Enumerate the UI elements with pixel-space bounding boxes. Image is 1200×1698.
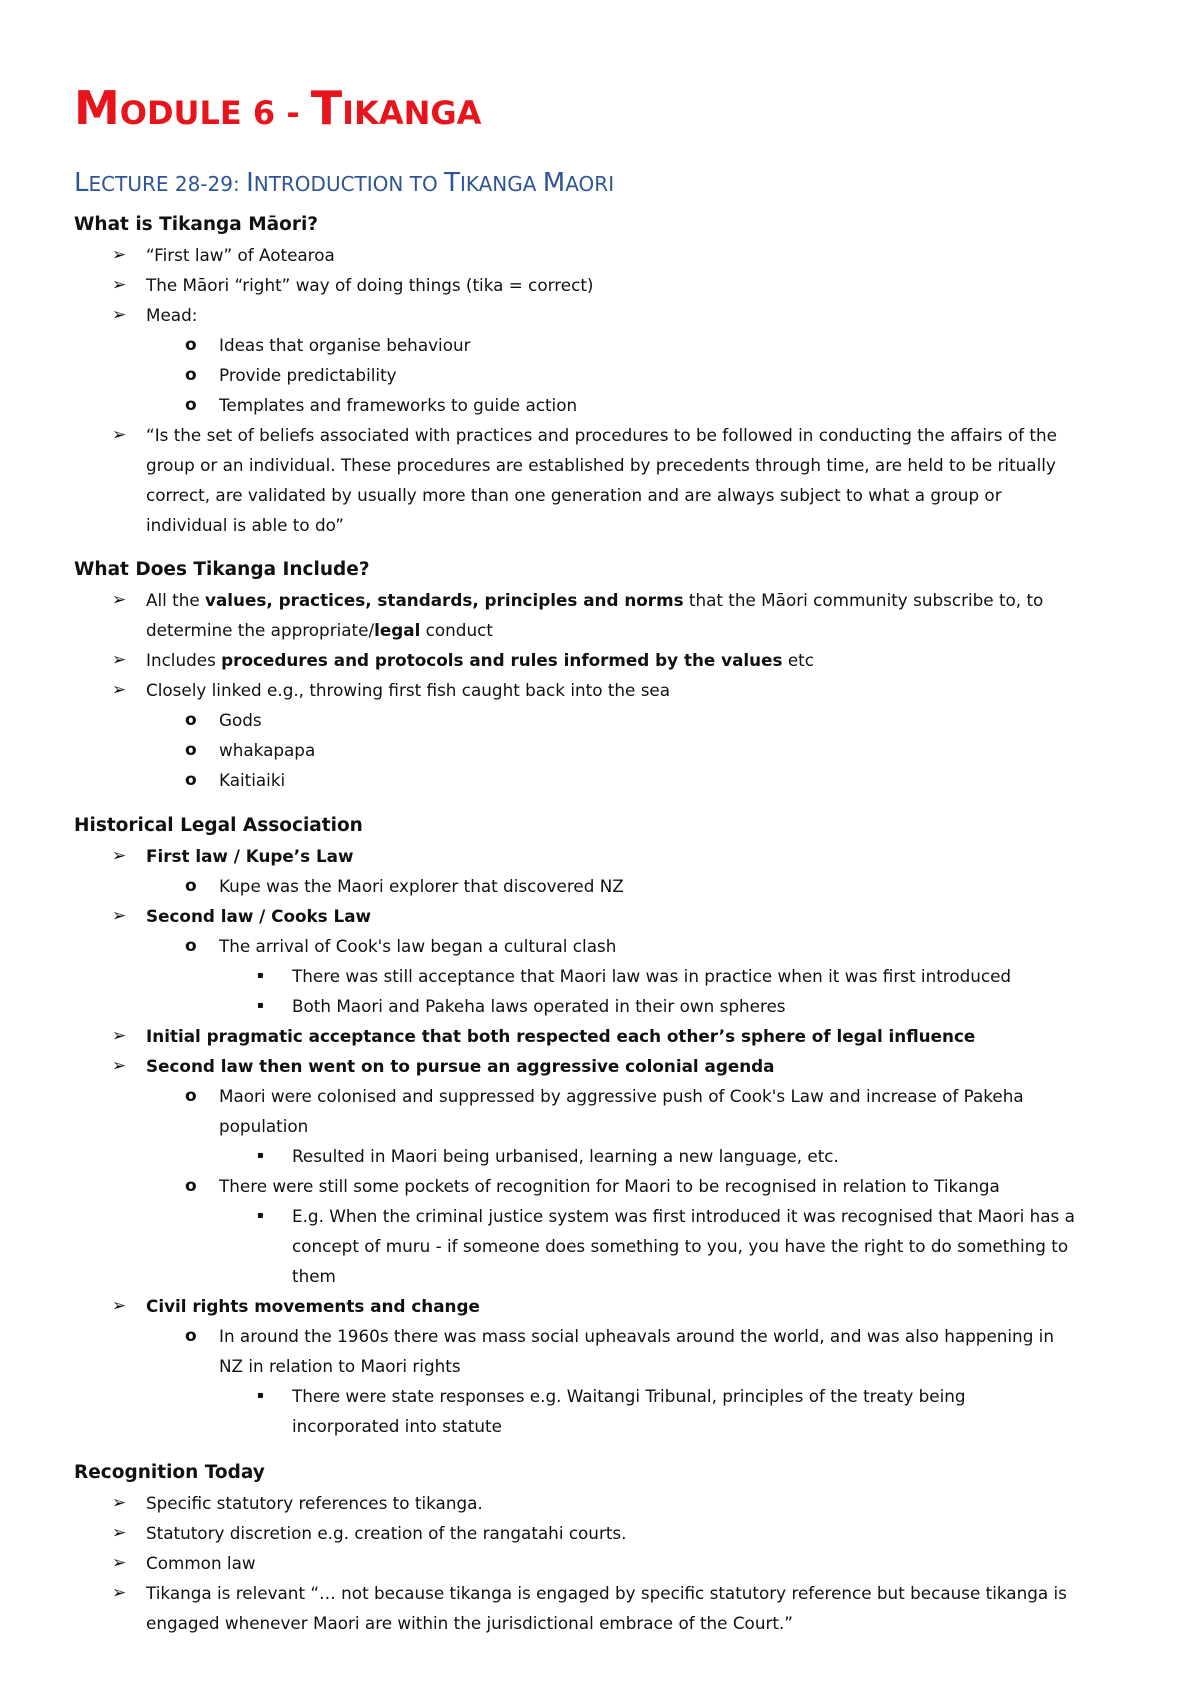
list-item-line: group or an individual. These procedures are established by precedents through time, are held to be ritually (146, 455, 1056, 475)
list-item-line: determine the appropriate/legal conduct (146, 620, 493, 640)
arrow-bullet: ➢ (112, 590, 127, 610)
arrow-bullet: ➢ (112, 1296, 127, 1316)
square-bullet: ▪ (257, 970, 264, 981)
sub-list-item-line: Maori were colonised and suppressed by aggressive push of Cook's Law and increase of Pakeha (219, 1086, 1024, 1106)
square-bullet: ▪ (257, 1150, 264, 1161)
sub-list-item: Templates and frameworks to guide action (219, 395, 578, 415)
sub-sub-list-item: Both Maori and Pakeha laws operated in their own spheres (292, 996, 786, 1016)
arrow-bullet: ➢ (112, 1493, 127, 1513)
arrow-bullet: ➢ (112, 1583, 127, 1603)
list-item: First law / Kupe’s Law (146, 846, 354, 866)
arrow-bullet: ➢ (112, 1553, 127, 1573)
list-item: Initial pragmatic acceptance that both respected each other’s sphere of legal influence (146, 1026, 976, 1046)
list-item: “First law” of Aotearoa (146, 245, 335, 265)
sub-list-item: Kaitiaiki (219, 770, 286, 790)
sub-sub-list-item-line: E.g. When the criminal justice system was first introduced it was recognised that Maori has a (292, 1206, 1075, 1226)
list-item: The Māori “right” way of doing things (tika = correct) (146, 275, 594, 295)
sub-list-item-line: NZ in relation to Maori rights (219, 1356, 461, 1376)
sub-sub-list-item-line: There were state responses e.g. Waitangi Tribunal, principles of the treaty being (292, 1386, 966, 1406)
circle-bullet: o (185, 876, 197, 896)
arrow-bullet: ➢ (112, 1056, 127, 1076)
arrow-bullet: ➢ (112, 1523, 127, 1543)
section-heading: Historical Legal Association (74, 815, 363, 836)
list-item: Includes procedures and protocols and rules informed by the values etc (146, 650, 814, 670)
list-item-line: “Is the set of beliefs associated with practices and procedures to be followed in conducting the affairs of the (146, 425, 1057, 445)
arrow-bullet: ➢ (112, 680, 127, 700)
square-bullet: ▪ (257, 1390, 264, 1401)
sub-list-item: Ideas that organise behaviour (219, 335, 471, 355)
section-heading: Recognition Today (74, 1462, 265, 1483)
square-bullet: ▪ (257, 1000, 264, 1011)
sub-list-item: There were still some pockets of recognition for Maori to be recognised in relation to Tikanga (219, 1176, 1000, 1196)
sub-list-item: whakapapa (219, 740, 316, 760)
arrow-bullet: ➢ (112, 906, 127, 926)
sub-sub-list-item: Resulted in Maori being urbanised, learning a new language, etc. (292, 1146, 839, 1166)
lecture-heading: LECTURE 28-29: INTRODUCTION TO TIKANGA MAORI (74, 168, 615, 198)
arrow-bullet: ➢ (112, 846, 127, 866)
circle-bullet: o (185, 710, 197, 730)
arrow-bullet: ➢ (112, 425, 127, 445)
sub-sub-list-item-line: incorporated into statute (292, 1416, 502, 1436)
circle-bullet: o (185, 740, 197, 760)
arrow-bullet: ➢ (112, 650, 127, 670)
circle-bullet: o (185, 936, 197, 956)
sub-list-item: Gods (219, 710, 262, 730)
circle-bullet: o (185, 1326, 197, 1346)
list-item-line: correct, are validated by usually more than one generation and are always subject to what a group or (146, 485, 1002, 505)
section-heading: What Does Tikanga Include? (74, 559, 370, 580)
circle-bullet: o (185, 365, 197, 385)
circle-bullet: o (185, 395, 197, 415)
arrow-bullet: ➢ (112, 245, 127, 265)
sub-sub-list-item-line: them (292, 1266, 336, 1286)
circle-bullet: o (185, 1176, 197, 1196)
list-item-line: Tikanga is relevant “… not because tikanga is engaged by specific statutory reference but because tikanga is (146, 1583, 1067, 1603)
list-item: Mead: (146, 305, 198, 325)
list-item-line: engaged whenever Maori are within the jurisdictional embrace of the Court.” (146, 1613, 793, 1633)
list-item: Statutory discretion e.g. creation of the rangatahi courts. (146, 1523, 627, 1543)
arrow-bullet: ➢ (112, 1026, 127, 1046)
list-item-line: All the values, practices, standards, principles and norms that the Māori community subscribe to, to (146, 590, 1044, 610)
arrow-bullet: ➢ (112, 305, 127, 325)
list-item: Specific statutory references to tikanga. (146, 1493, 483, 1513)
circle-bullet: o (185, 335, 197, 355)
arrow-bullet: ➢ (112, 275, 127, 295)
list-item: Common law (146, 1553, 256, 1573)
list-item: Closely linked e.g., throwing first fish caught back into the sea (146, 680, 671, 700)
list-item-line: individual is able to do” (146, 515, 344, 535)
circle-bullet: o (185, 770, 197, 790)
list-item: Second law then went on to pursue an aggressive colonial agenda (146, 1056, 775, 1076)
list-item: Second law / Cooks Law (146, 906, 372, 926)
sub-list-item-line: population (219, 1116, 309, 1136)
page-title: MODULE 6 - TIKANGA (74, 81, 482, 135)
section-heading: What is Tikanga Māori? (74, 214, 319, 235)
sub-sub-list-item-line: concept of muru - if someone does something to you, you have the right to do something to (292, 1236, 1069, 1256)
sub-list-item: Kupe was the Maori explorer that discovered NZ (219, 876, 624, 896)
sub-list-item: The arrival of Cook's law began a cultural clash (219, 936, 617, 956)
sub-sub-list-item: There was still acceptance that Maori law was in practice when it was first introduced (292, 966, 1012, 986)
square-bullet: ▪ (257, 1210, 264, 1221)
sub-list-item: Provide predictability (219, 365, 397, 385)
circle-bullet: o (185, 1086, 197, 1106)
list-item: Civil rights movements and change (146, 1296, 480, 1316)
sub-list-item-line: In around the 1960s there was mass social upheavals around the world, and was also happening in (219, 1326, 1054, 1346)
